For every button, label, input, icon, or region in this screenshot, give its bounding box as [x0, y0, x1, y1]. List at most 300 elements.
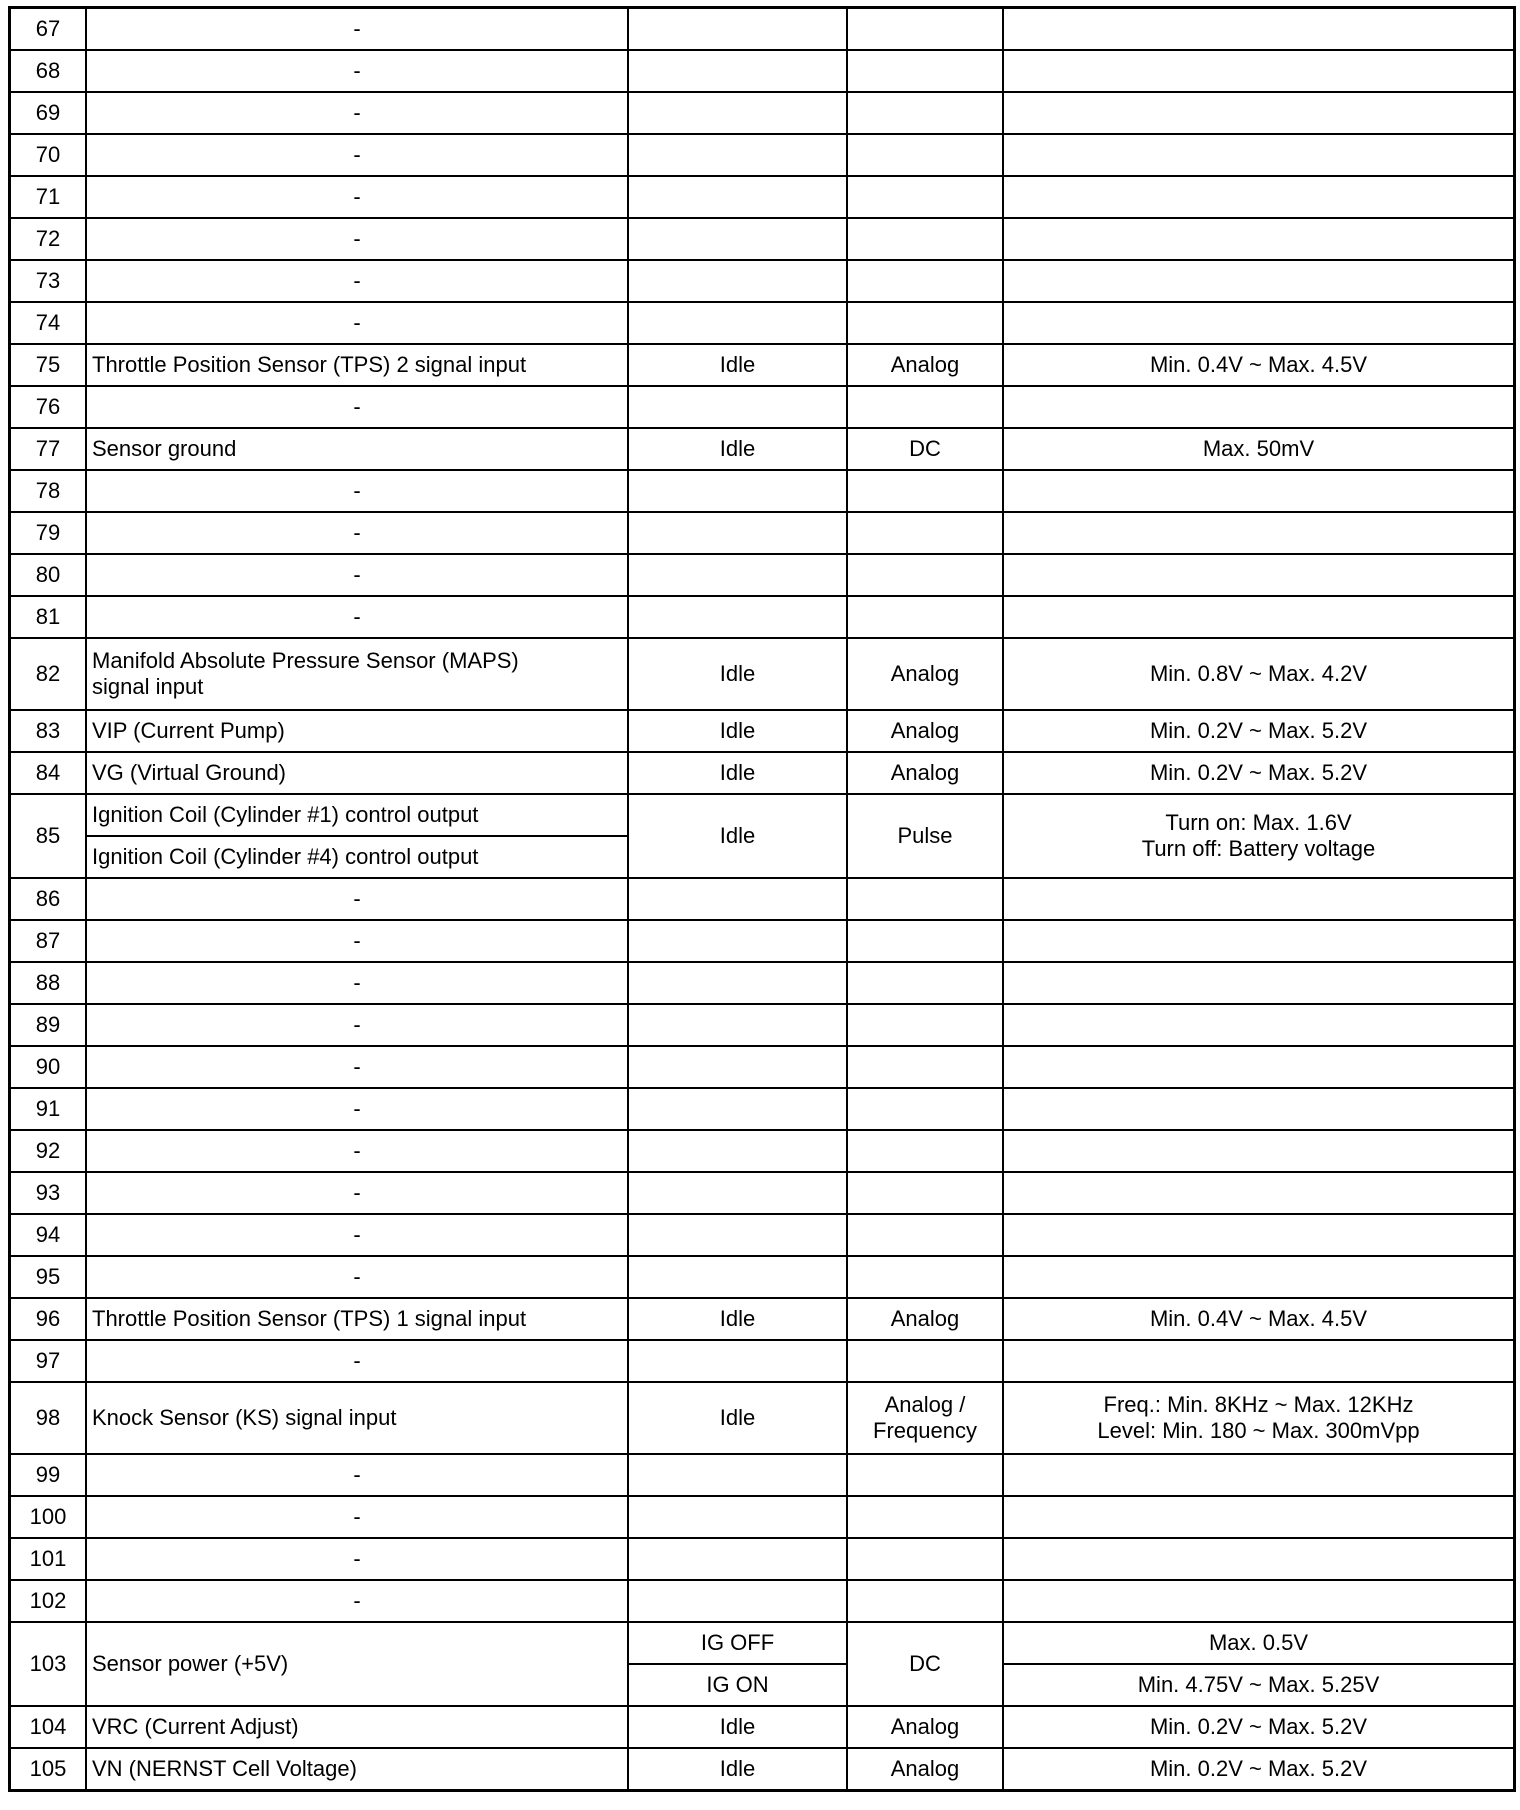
level — [1003, 1454, 1515, 1496]
condition — [628, 554, 847, 596]
signal-type — [847, 1454, 1003, 1496]
pin-number — [10, 302, 87, 344]
table-row — [10, 344, 1515, 386]
table-row — [10, 302, 1515, 344]
pin-number-text: 88 — [35, 970, 61, 995]
pin-number-text: 95 — [35, 1264, 61, 1289]
table-row — [10, 92, 1515, 134]
pin-number — [10, 794, 87, 878]
description — [86, 1538, 628, 1580]
condition — [628, 1580, 847, 1622]
description — [86, 1496, 628, 1538]
description-text: - — [353, 1054, 361, 1079]
condition — [628, 878, 847, 920]
table-row — [10, 1214, 1515, 1256]
level — [1003, 344, 1515, 386]
table-row — [10, 920, 1515, 962]
signal-type — [847, 218, 1003, 260]
level — [1003, 1130, 1515, 1172]
description-text: VIP (Current Pump) — [92, 718, 285, 743]
condition — [628, 1172, 847, 1214]
description — [86, 470, 628, 512]
description-text: - — [353, 1348, 361, 1373]
condition-text: IG ON — [706, 1672, 769, 1697]
table-row — [10, 1172, 1515, 1214]
description-text: - — [353, 1222, 361, 1247]
description — [86, 1130, 628, 1172]
pin-number — [10, 710, 87, 752]
signal-type-text: Analog — [890, 1306, 960, 1331]
description-text: - — [353, 886, 361, 911]
condition — [628, 1664, 847, 1706]
description-text: Ignition Coil (Cylinder #1) control output — [92, 802, 479, 827]
description — [86, 1580, 628, 1622]
condition — [628, 752, 847, 794]
description-line-2: signal input — [92, 674, 204, 699]
pin-number — [10, 596, 87, 638]
pin-number — [10, 1340, 87, 1382]
condition — [628, 386, 847, 428]
level — [1003, 1496, 1515, 1538]
level-line-2: Turn off: Battery voltage — [1141, 836, 1376, 861]
description-text: - — [353, 1546, 361, 1571]
pin-number-text: 92 — [35, 1138, 61, 1163]
pin-number — [10, 1046, 87, 1088]
pin-number — [10, 878, 87, 920]
level-line-2: Level: Min. 180 ~ Max. 300mVpp — [1097, 1418, 1420, 1443]
condition-text: Idle — [719, 823, 756, 848]
description — [86, 176, 628, 218]
description — [86, 302, 628, 344]
level — [1003, 8, 1515, 51]
signal-type — [847, 386, 1003, 428]
description — [86, 554, 628, 596]
level — [1003, 1538, 1515, 1580]
pin-number — [10, 218, 87, 260]
pin-number-text: 75 — [35, 352, 61, 377]
signal-type — [847, 176, 1003, 218]
description-text: - — [353, 1096, 361, 1121]
description-text: - — [353, 970, 361, 995]
description — [86, 752, 628, 794]
pin-number-text: 68 — [35, 58, 61, 83]
level — [1003, 1298, 1515, 1340]
pin-number — [10, 1496, 87, 1538]
table-row — [10, 134, 1515, 176]
signal-type — [847, 1748, 1003, 1791]
table-row — [10, 50, 1515, 92]
condition — [628, 1214, 847, 1256]
pin-number — [10, 50, 87, 92]
condition-text: Idle — [719, 1756, 756, 1781]
pin-number-text: 89 — [35, 1012, 61, 1037]
signal-type-text: Analog — [890, 760, 960, 785]
description-text: - — [353, 562, 361, 587]
table-row — [10, 1706, 1515, 1748]
pin-number — [10, 1538, 87, 1580]
condition — [628, 218, 847, 260]
signal-type-text: DC — [909, 1651, 941, 1676]
level — [1003, 638, 1515, 710]
pin-number-text: 94 — [35, 1222, 61, 1247]
pin-number — [10, 1130, 87, 1172]
condition — [628, 50, 847, 92]
level — [1003, 134, 1515, 176]
level — [1003, 1088, 1515, 1130]
table-row — [10, 1496, 1515, 1538]
condition — [628, 260, 847, 302]
level — [1003, 1214, 1515, 1256]
description-text: - — [353, 1138, 361, 1163]
description-text: - — [353, 1462, 361, 1487]
level-text: Max. 50mV — [1202, 436, 1315, 461]
level — [1003, 1340, 1515, 1382]
pin-number — [10, 470, 87, 512]
description — [86, 1622, 628, 1706]
signal-type-text: Analog — [890, 661, 960, 686]
description — [86, 1046, 628, 1088]
level-text: Min. 0.2V ~ Max. 5.2V — [1149, 1756, 1368, 1781]
level — [1003, 302, 1515, 344]
condition — [628, 92, 847, 134]
table-row — [10, 962, 1515, 1004]
pin-number — [10, 1622, 87, 1706]
table-row — [10, 1004, 1515, 1046]
description — [86, 386, 628, 428]
condition — [628, 1496, 847, 1538]
description — [86, 8, 628, 51]
level-text: Min. 0.8V ~ Max. 4.2V — [1149, 661, 1368, 686]
level — [1003, 50, 1515, 92]
description-text: Sensor ground — [92, 436, 237, 461]
signal-type — [847, 1538, 1003, 1580]
description — [86, 134, 628, 176]
description — [86, 1256, 628, 1298]
description-text: Throttle Position Sensor (TPS) 2 signal input — [92, 352, 527, 377]
condition — [628, 920, 847, 962]
condition — [628, 1748, 847, 1791]
description-text: - — [353, 928, 361, 953]
description-text: - — [353, 1504, 361, 1529]
pin-number-text: 98 — [35, 1405, 61, 1430]
level-text: Min. 0.2V ~ Max. 5.2V — [1149, 1714, 1368, 1739]
condition — [628, 344, 847, 386]
level — [1003, 1046, 1515, 1088]
condition-text: Idle — [719, 1714, 756, 1739]
signal-type — [847, 752, 1003, 794]
description-text: - — [353, 184, 361, 209]
description — [86, 1382, 628, 1454]
description — [86, 1298, 628, 1340]
table-row — [10, 1298, 1515, 1340]
description-text: - — [353, 16, 361, 41]
signal-type — [847, 794, 1003, 878]
condition — [628, 1256, 847, 1298]
pin-number — [10, 1214, 87, 1256]
level — [1003, 1382, 1515, 1454]
pin-number — [10, 1088, 87, 1130]
condition — [628, 8, 847, 51]
level — [1003, 554, 1515, 596]
level — [1003, 710, 1515, 752]
table-row — [10, 176, 1515, 218]
pin-number-text: 77 — [35, 436, 61, 461]
table-row — [10, 8, 1515, 51]
level — [1003, 1706, 1515, 1748]
condition — [628, 794, 847, 878]
pin-number-text: 73 — [35, 268, 61, 293]
level-text: Min. 0.4V ~ Max. 4.5V — [1149, 352, 1368, 377]
signal-type — [847, 1706, 1003, 1748]
signal-type — [847, 302, 1003, 344]
pin-number-text: 90 — [35, 1054, 61, 1079]
description — [86, 1748, 628, 1791]
description — [86, 710, 628, 752]
description-text: - — [353, 100, 361, 125]
signal-type — [847, 8, 1003, 51]
signal-type — [847, 1340, 1003, 1382]
description — [86, 1088, 628, 1130]
description — [86, 92, 628, 134]
condition — [628, 1340, 847, 1382]
signal-type — [847, 1580, 1003, 1622]
description-text: - — [353, 1012, 361, 1037]
description — [86, 920, 628, 962]
description-text: - — [353, 226, 361, 251]
condition-text: Idle — [719, 1405, 756, 1430]
description — [86, 1172, 628, 1214]
table-row — [10, 638, 1515, 710]
pin-number — [10, 752, 87, 794]
signal-type-line-2: Frequency — [873, 1418, 977, 1443]
signal-type-text: Analog / — [884, 1392, 966, 1417]
description-text: - — [353, 1588, 361, 1613]
pin-number-text: 81 — [35, 604, 61, 629]
signal-type — [847, 1004, 1003, 1046]
level — [1003, 878, 1515, 920]
pin-number-text: 100 — [29, 1504, 67, 1529]
pin-number — [10, 1454, 87, 1496]
signal-type — [847, 1088, 1003, 1130]
table-row — [10, 260, 1515, 302]
description — [86, 596, 628, 638]
condition-text: Idle — [719, 718, 756, 743]
pin-number-text: 87 — [35, 928, 61, 953]
pin-number-text: 83 — [35, 718, 61, 743]
description — [86, 344, 628, 386]
signal-type — [847, 1298, 1003, 1340]
level — [1003, 962, 1515, 1004]
table-row — [10, 512, 1515, 554]
pin-number — [10, 386, 87, 428]
level — [1003, 794, 1515, 878]
pin-number — [10, 920, 87, 962]
condition — [628, 1454, 847, 1496]
table-row — [10, 596, 1515, 638]
pin-number — [10, 962, 87, 1004]
pin-number-text: 104 — [29, 1714, 67, 1739]
table-row — [10, 1622, 1515, 1664]
pin-number-text: 91 — [35, 1096, 61, 1121]
pin-number — [10, 1298, 87, 1340]
signal-type — [847, 1496, 1003, 1538]
signal-type-text: Analog — [890, 718, 960, 743]
table-row — [10, 1454, 1515, 1496]
table-row — [10, 794, 1515, 836]
pin-number — [10, 512, 87, 554]
description-text: - — [353, 1264, 361, 1289]
pin-number-text: 93 — [35, 1180, 61, 1205]
description-text: Knock Sensor (KS) signal input — [92, 1405, 397, 1430]
description-text: - — [353, 268, 361, 293]
pin-number — [10, 1748, 87, 1791]
level — [1003, 1580, 1515, 1622]
description-text: Throttle Position Sensor (TPS) 1 signal input — [92, 1306, 527, 1331]
level — [1003, 1664, 1515, 1706]
condition — [628, 1622, 847, 1664]
description-text: - — [353, 520, 361, 545]
signal-type — [847, 1046, 1003, 1088]
condition — [628, 1088, 847, 1130]
pin-number-text: 101 — [29, 1546, 67, 1571]
condition-text: Idle — [719, 436, 756, 461]
condition — [628, 1046, 847, 1088]
condition — [628, 638, 847, 710]
description — [86, 962, 628, 1004]
table-row — [10, 1538, 1515, 1580]
description — [86, 1340, 628, 1382]
condition-text: IG OFF — [700, 1630, 775, 1655]
table-row — [10, 428, 1515, 470]
signal-type — [847, 1214, 1003, 1256]
level — [1003, 1748, 1515, 1791]
signal-type — [847, 512, 1003, 554]
description-text: - — [353, 604, 361, 629]
description-text: Manifold Absolute Pressure Sensor (MAPS) — [92, 648, 519, 673]
table-row — [10, 752, 1515, 794]
table-row — [10, 470, 1515, 512]
pin-number-text: 102 — [29, 1588, 67, 1613]
pin-number-text: 79 — [35, 520, 61, 545]
table-row — [10, 386, 1515, 428]
signal-type — [847, 92, 1003, 134]
table-row — [10, 1340, 1515, 1382]
pin-number-text: 67 — [35, 16, 61, 41]
table-row — [10, 710, 1515, 752]
pin-number-text: 96 — [35, 1306, 61, 1331]
condition — [628, 1004, 847, 1046]
description — [86, 260, 628, 302]
description — [86, 1706, 628, 1748]
level — [1003, 1622, 1515, 1664]
condition — [628, 302, 847, 344]
table-row — [10, 218, 1515, 260]
signal-type — [847, 134, 1003, 176]
table-row — [10, 1748, 1515, 1791]
level-text: Min. 0.4V ~ Max. 4.5V — [1149, 1306, 1368, 1331]
condition-text: Idle — [719, 352, 756, 377]
description-text: Sensor power (+5V) — [92, 1651, 289, 1676]
signal-type — [847, 1382, 1003, 1454]
pin-number — [10, 1256, 87, 1298]
description-text: - — [353, 394, 361, 419]
description-text: - — [353, 310, 361, 335]
condition-text: Idle — [719, 661, 756, 686]
pin-number — [10, 428, 87, 470]
level — [1003, 470, 1515, 512]
condition — [628, 1538, 847, 1580]
description-text: - — [353, 478, 361, 503]
description-text: - — [353, 58, 361, 83]
table-row — [10, 878, 1515, 920]
signal-type-text: Pulse — [897, 823, 953, 848]
description-text: VRC (Current Adjust) — [92, 1714, 299, 1739]
table-row — [10, 1580, 1515, 1622]
description-text: VG (Virtual Ground) — [92, 760, 287, 785]
pin-number-text: 85 — [35, 823, 61, 848]
level — [1003, 260, 1515, 302]
description — [86, 794, 628, 836]
description — [86, 50, 628, 92]
table-row — [10, 554, 1515, 596]
signal-type — [847, 710, 1003, 752]
signal-type — [847, 260, 1003, 302]
description — [86, 836, 628, 878]
signal-type — [847, 428, 1003, 470]
condition — [628, 1706, 847, 1748]
level — [1003, 92, 1515, 134]
level — [1003, 176, 1515, 218]
description-text: - — [353, 142, 361, 167]
pin-number-text: 84 — [35, 760, 61, 785]
pin-number — [10, 1172, 87, 1214]
pin-voltage-table — [8, 6, 1516, 1792]
signal-type — [847, 1172, 1003, 1214]
signal-type — [847, 344, 1003, 386]
condition — [628, 962, 847, 1004]
level — [1003, 1172, 1515, 1214]
signal-type — [847, 638, 1003, 710]
signal-type — [847, 878, 1003, 920]
table-row — [10, 1382, 1515, 1454]
pin-number-text: 80 — [35, 562, 61, 587]
pin-number — [10, 176, 87, 218]
pin-number — [10, 8, 87, 51]
level-text: Turn on: Max. 1.6V — [1165, 810, 1352, 835]
condition — [628, 176, 847, 218]
signal-type — [847, 470, 1003, 512]
description — [86, 1004, 628, 1046]
pin-number — [10, 1580, 87, 1622]
pin-number-text: 74 — [35, 310, 61, 335]
pin-number — [10, 134, 87, 176]
level-text: Min. 0.2V ~ Max. 5.2V — [1149, 760, 1368, 785]
condition — [628, 1382, 847, 1454]
table-row — [10, 1130, 1515, 1172]
pin-number — [10, 1004, 87, 1046]
description — [86, 428, 628, 470]
description — [86, 638, 628, 710]
level — [1003, 752, 1515, 794]
signal-type-text: DC — [909, 436, 941, 461]
condition — [628, 596, 847, 638]
pin-number — [10, 1382, 87, 1454]
signal-type-text: Analog — [890, 1756, 960, 1781]
pin-number-text: 105 — [29, 1756, 67, 1781]
pin-number-text: 76 — [35, 394, 61, 419]
signal-type — [847, 1256, 1003, 1298]
pin-number — [10, 92, 87, 134]
